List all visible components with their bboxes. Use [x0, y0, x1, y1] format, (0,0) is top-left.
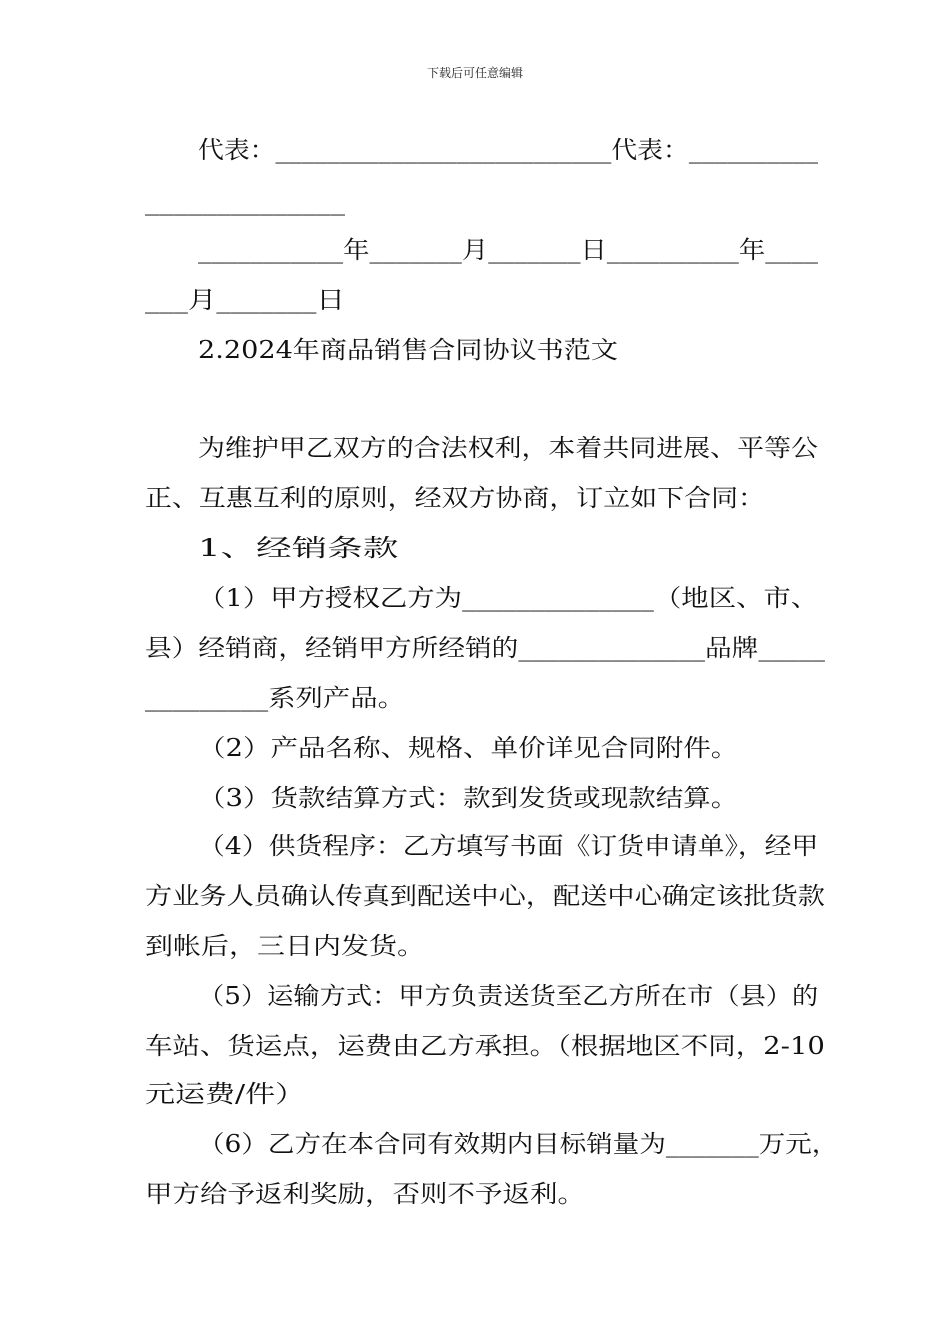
clause-4-line-1: （4）供货程序：乙方填写书面《订货申请单》，经甲 [198, 832, 819, 860]
clause-1-line-3: _________系列产品。 [145, 684, 405, 712]
clause-3: （3）货款结算方式：款到发货或现款结算。 [198, 784, 739, 812]
clause-4-line-2: 方业务人员确认传真到配送中心，配送中心确定该批货款 [145, 882, 825, 910]
page-header-note: 下载后可任意编辑 [426, 66, 523, 80]
clause-4-line-3: 到帐后，三日内发货。 [145, 932, 425, 960]
preamble-line-1: 为维护甲乙双方的合法权利，本着共同进展、平等公 [198, 434, 818, 462]
clause-5-line-1: （5）运输方式：甲方负责送货至乙方所在市（县）的 [198, 982, 819, 1010]
signature-representative-line: 代表：__________________________代表：__________ [198, 136, 818, 164]
preamble-line-2: 正、互惠互利的原则，经双方协商，订立如下合同： [145, 484, 765, 512]
clause-6-line-2: 甲方给予返利奖励，否则不予返利。 [145, 1180, 585, 1208]
date-line-continued: ___月_______日 [145, 286, 345, 314]
clause-5-line-2: 车站、货运点，运费由乙方承担。（根据地区不同，2-10 [145, 1032, 825, 1060]
signature-underline-continued: ______________ [145, 188, 345, 216]
clause-1-line-2: 县）经销商，经销甲方所经销的______________品牌_____ [145, 634, 826, 662]
date-line: ___________年_______月_______日__________年____ [198, 236, 818, 264]
clause-1-line-1: （1）甲方授权乙方为______________（地区、市、 [198, 584, 819, 612]
clause-heading-distribution: 1、经销条款 [198, 534, 399, 562]
section-title: 2.2024年商品销售合同协议书范文 [198, 336, 618, 364]
clause-2: （2）产品名称、规格、单价详见合同附件。 [198, 734, 739, 762]
clause-5-line-3: 元运费/件） [145, 1080, 306, 1108]
clause-6-line-1: （6）乙方在本合同有效期内目标销量为_______万元， [198, 1130, 839, 1158]
